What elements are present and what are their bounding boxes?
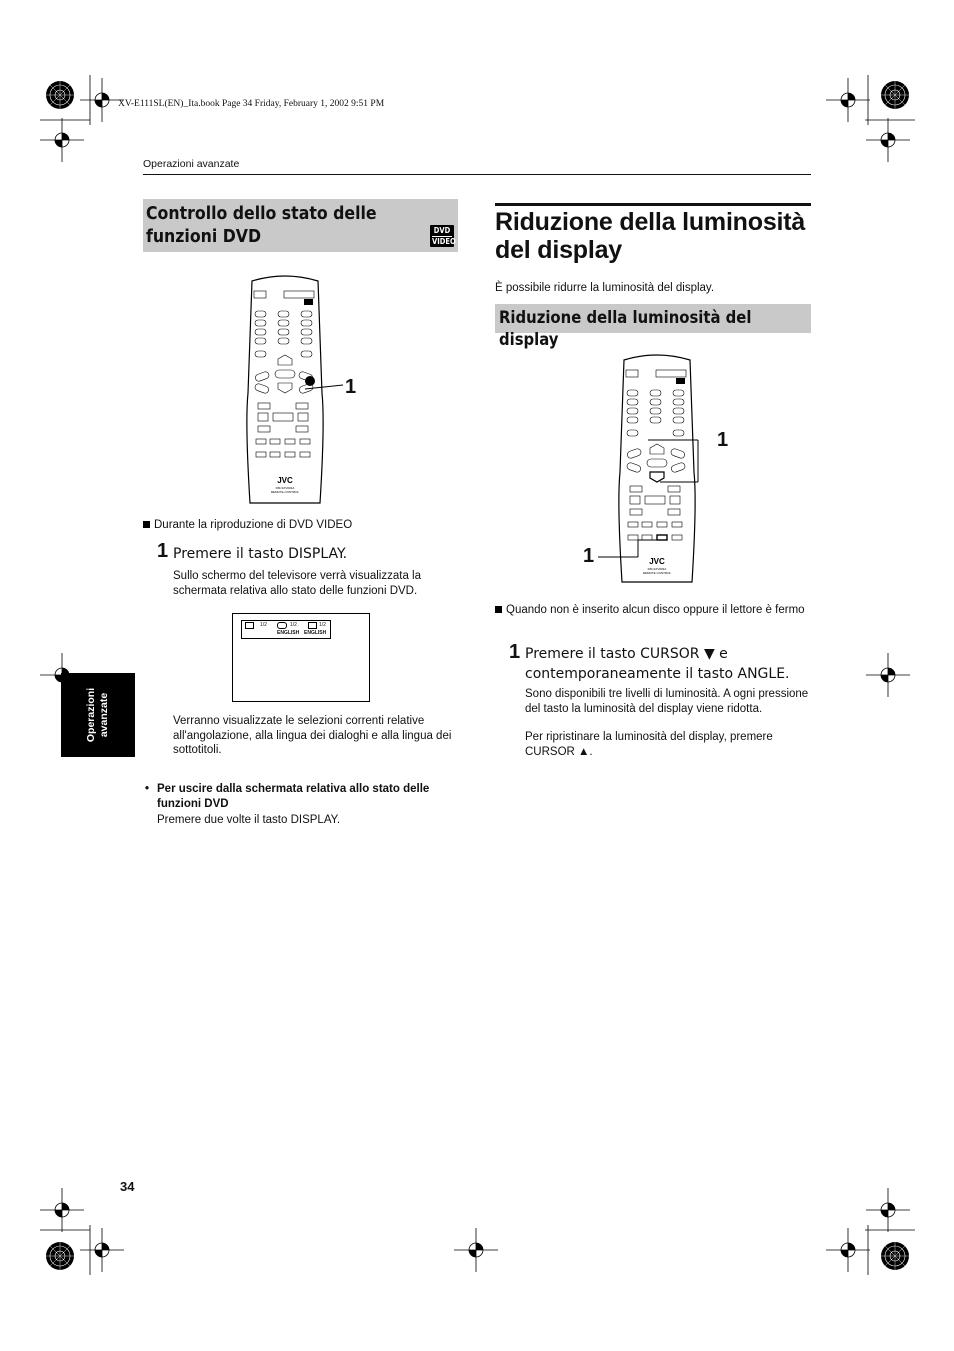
left-step-heading: Premere il tasto DISPLAY. xyxy=(173,546,348,562)
right-callout-number-a: 1 xyxy=(717,429,729,451)
remote-sub-label-right: REMOTE CONTROL xyxy=(642,571,672,575)
right-step-body2: Per ripristinare la luminosità del display, premere CURSOR ▲. xyxy=(525,731,773,758)
right-subtitle-box xyxy=(495,304,811,349)
square-bullet-icon-right xyxy=(495,606,502,613)
right-condition xyxy=(495,603,810,618)
osd-screen xyxy=(232,613,370,702)
right-callout-lines xyxy=(598,430,718,570)
header-rule xyxy=(143,174,811,175)
right-title-rule xyxy=(495,203,811,206)
right-subtitle-text: Riduzione della luminosità del display xyxy=(499,308,752,349)
dvd-badge-bottom: VIDEO xyxy=(432,237,456,246)
left-callout-number: 1 xyxy=(345,376,357,398)
left-after-text: Verranno visualizzate le selezioni correnti relative all'angolazione, alla lingua dei dialoghi e alla lingua dei sottotitoli. xyxy=(173,715,452,756)
left-bullet-marker: • xyxy=(145,783,150,795)
angle-icon xyxy=(245,622,254,629)
right-callout-number-b: 1 xyxy=(583,545,595,567)
audio-icon xyxy=(277,622,287,629)
file-info: XV-E111SL(EN)_Ita.book Page 34 Friday, February 1, 2002 9:51 PM xyxy=(118,99,385,109)
left-bullet-text: Premere due volte il tasto DISPLAY. xyxy=(157,814,341,826)
side-tab-line1: Operazioni xyxy=(85,687,97,743)
remote-brand-label: JVC xyxy=(277,476,293,485)
square-bullet-icon xyxy=(143,521,150,528)
osd-audio-language: ENGLISH xyxy=(277,630,300,636)
left-title-line2: funzioni DVD xyxy=(146,227,262,247)
right-step-heading-line2: contemporaneamente il tasto ANGLE. xyxy=(525,666,790,682)
remote-sub-label: REMOTE CONTROL xyxy=(270,490,300,494)
left-condition-text: Durante la riproduzione di DVD VIDEO xyxy=(154,519,353,531)
right-intro: È possibile ridurre la luminosità del display. xyxy=(495,282,715,294)
left-title-line1: Controllo dello stato delle xyxy=(146,204,377,224)
osd-status-bar xyxy=(241,620,331,639)
running-header: Operazioni avanzate xyxy=(143,158,240,170)
osd-subtitle-value: 1/2 xyxy=(319,622,326,628)
right-condition-text: Quando non è inserito alcun disco oppure il lettore è fermo xyxy=(506,604,805,616)
right-step-heading-line1: Premere il tasto CURSOR ▼ e xyxy=(525,646,728,662)
remote-model-label: RM-SXV003A xyxy=(275,486,295,490)
osd-angle-value: 1/2 xyxy=(260,622,267,628)
right-title-line1: Riduzione della luminosità xyxy=(495,208,806,236)
side-tab-line2: avanzate xyxy=(98,692,110,738)
right-step-body1: Sono disponibili tre livelli di luminosità. A ogni pressione del tasto la luminosità del display viene ridotta. xyxy=(525,688,809,715)
osd-subtitle-language: ENGLISH xyxy=(304,630,327,636)
right-step-number: 1 xyxy=(509,641,521,663)
page-number: 34 xyxy=(120,1179,135,1194)
dvd-badge-top: DVD xyxy=(433,226,451,235)
section-side-tab xyxy=(61,673,135,757)
left-bullet-bold: Per uscire dalla schermata relativa allo stato delle funzioni DVD xyxy=(157,783,430,810)
subtitle-icon xyxy=(308,622,317,629)
left-condition xyxy=(143,518,352,533)
left-callout-line xyxy=(305,383,345,395)
osd-audio-value: 1/2 xyxy=(290,622,297,628)
remote-brand-label-right: JVC xyxy=(649,557,665,566)
dvd-video-badge xyxy=(430,225,454,247)
right-title-line2: del display xyxy=(495,236,623,264)
left-step-number: 1 xyxy=(157,540,169,562)
left-step-body: Sullo schermo del televisore verrà visualizzata la schermata relativa allo stato delle funzioni DVD. xyxy=(173,570,421,597)
remote-model-label-right: RM-SXV003A xyxy=(647,567,667,571)
left-section-title-box xyxy=(143,199,458,252)
